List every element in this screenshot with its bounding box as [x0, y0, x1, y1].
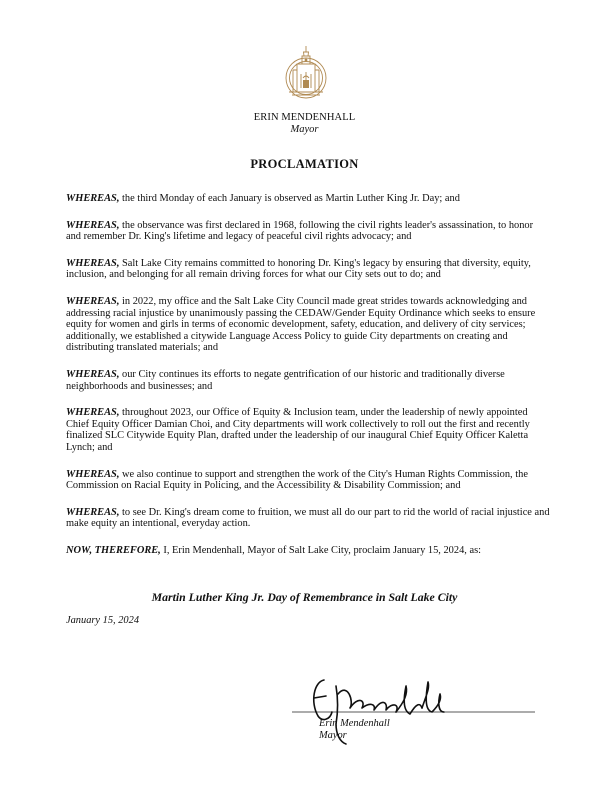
- proclamation-body: [66, 193, 550, 571]
- whereas-paragraph: WHEREAS, to see Dr. King's dream come to fruition, we must all do our part to rid the world of racial injustice and make equity an intentional, everyday action.: [66, 506, 550, 530]
- mayor-name-header: ERIN MENDENHALL: [253, 112, 356, 123]
- whereas-paragraph: WHEREAS, throughout 2023, our Office of Equity & Inclusion team, under the leadership of newly appointed Chief Equity Officer Damian Choi, and City departments will work collectively to roll out the first and recently finalized SLC Citywide Equity Plan, drafted under the leadership of our inaugural Chief Equity Officer Kaletta Lynch; and: [66, 407, 530, 453]
- signatory-title: Mayor: [319, 730, 347, 741]
- signatory-name: Erin Mendenhall: [319, 718, 390, 729]
- whereas-paragraph: WHEREAS, we also continue to support and strengthen the work of the City's Human Rights Commission, the Commission on Racial Equity in Policing, and the Accessibility & Disability Commission; and: [66, 468, 528, 492]
- whereas-paragraph: WHEREAS, our City continues its efforts to negate gentrification of our historic and traditionally diverse neighborhoods and businesses; and: [66, 368, 505, 392]
- page-title: PROCLAMATION: [250, 157, 359, 171]
- proclaimed-day: Martin Luther King Jr. Day of Remembrance in Salt Lake City: [151, 590, 458, 604]
- whereas-paragraph: WHEREAS, the third Monday of each January is observed as Martin Luther King Jr. Day; and: [66, 193, 460, 204]
- therefore-paragraph: NOW, THEREFORE, I, Erin Mendenhall, Mayor of Salt Lake City, proclaim January 15, 2024, as:: [66, 544, 482, 556]
- whereas-paragraph: WHEREAS, the observance was first declared in 1968, following the civil rights leader's assassination, to honor and remember Dr. King's lifetime and legacy of peaceful civil rights advocacy; and: [66, 219, 534, 243]
- whereas-paragraph: WHEREAS, Salt Lake City remains committed to honoring Dr. King's legacy by ensuring that diversity, equity, inclusion, and belonging for all remain driving forces for what our City sets out to do; and: [66, 257, 531, 281]
- mayor-title-header: Mayor: [290, 124, 319, 135]
- city-seal-icon: [283, 44, 329, 104]
- proclamation-date: January 15, 2024: [66, 615, 140, 626]
- whereas-paragraph: WHEREAS, in 2022, my office and the Salt Lake City Council made great strides towards acknowledging and addressing racial injustice by unanimously passing the CEDAW/Gender Equity Ordinance which seeks to ensure equity for women and girls in terms of economic development, safety, education, and delivery of city services; additionally, we established a citywide Language Access Policy to guide City departments on creating and distributing translated materials; and: [66, 295, 536, 354]
- signature-block: [292, 672, 537, 752]
